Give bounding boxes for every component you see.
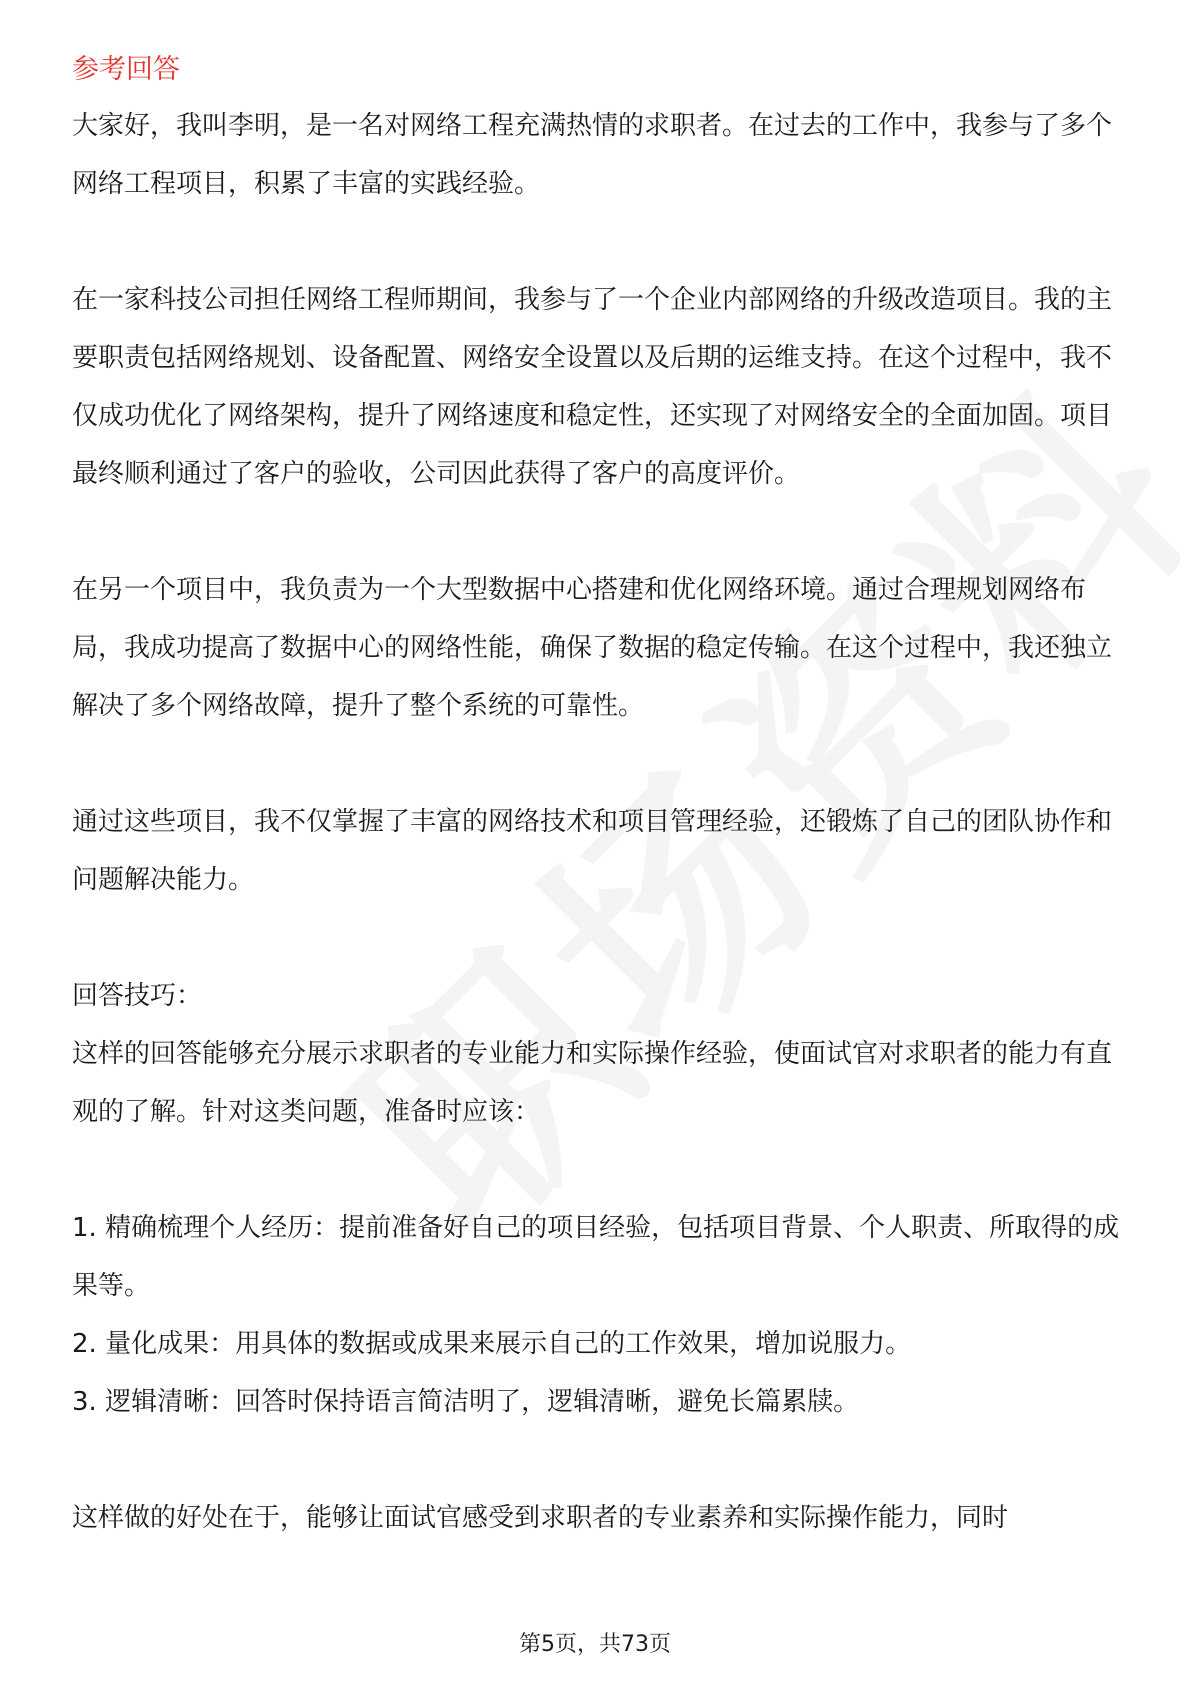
paragraph-project-2: 在另一个项目中，我负责为一个大型数据中心搭建和优化网络环境。通过合理规划网络布局，我成功提高了数据中心的网络性能，确保了数据的稳定传输。在这个过程中，我还独立解决了多个网络故障，提升了整个系统的可靠性。	[72, 575, 1113, 721]
tips-list-item: 2. 量化成果：用具体的数据或成果来展示自己的工作效果，增加说服力。	[72, 1329, 912, 1359]
paragraph-gap	[72, 735, 1122, 793]
paragraph-gap	[72, 1141, 1122, 1199]
paragraph-gap	[72, 213, 1122, 271]
tips-list-item: 3. 逻辑清晰：回答时保持语言简洁明了，逻辑清晰，避免长篇累牍。	[72, 1387, 860, 1417]
tips-list-item: 1. 精确梳理个人经历：提前准备好自己的项目经验，包括项目背景、个人职责、所取得的成果等。	[72, 1213, 1120, 1301]
paragraph-summary: 通过这些项目，我不仅掌握了丰富的网络技术和项目管理经验，还锻炼了自己的团队协作和问题解决能力。	[72, 807, 1113, 895]
paragraph-intro: 大家好，我叫李明，是一名对网络工程充满热情的求职者。在过去的工作中，我参与了多个网络工程项目，积累了丰富的实践经验。	[72, 111, 1113, 199]
tips-list	[72, 1199, 1122, 1431]
document-content	[72, 48, 1122, 1547]
paragraph-gap	[72, 909, 1122, 967]
page-number: 第5页，共73页	[519, 1632, 671, 1657]
tips-title: 回答技巧：	[72, 981, 203, 1011]
paragraph-gap	[72, 1431, 1122, 1489]
paragraph-gap	[72, 503, 1122, 561]
paragraph-project-1: 在一家科技公司担任网络工程师期间，我参与了一个企业内部网络的升级改造项目。我的主要职责包括网络规划、设备配置、网络安全设置以及后期的运维支持。在这个过程中，我不仅成功优化了网络架构，提升了网络速度和稳定性，还实现了对网络安全的全面加固。项目最终顺利通过了客户的验收，公司因此获得了客户的高度评价。	[72, 285, 1113, 489]
tips-intro: 这样的回答能够充分展示求职者的专业能力和实际操作经验，使面试官对求职者的能力有直观的了解。针对这类问题，准备时应该：	[72, 1039, 1113, 1127]
section-heading: 参考回答	[72, 54, 180, 85]
paragraph-closing: 这样做的好处在于，能够让面试官感受到求职者的专业素养和实际操作能力，同时	[72, 1503, 1009, 1533]
